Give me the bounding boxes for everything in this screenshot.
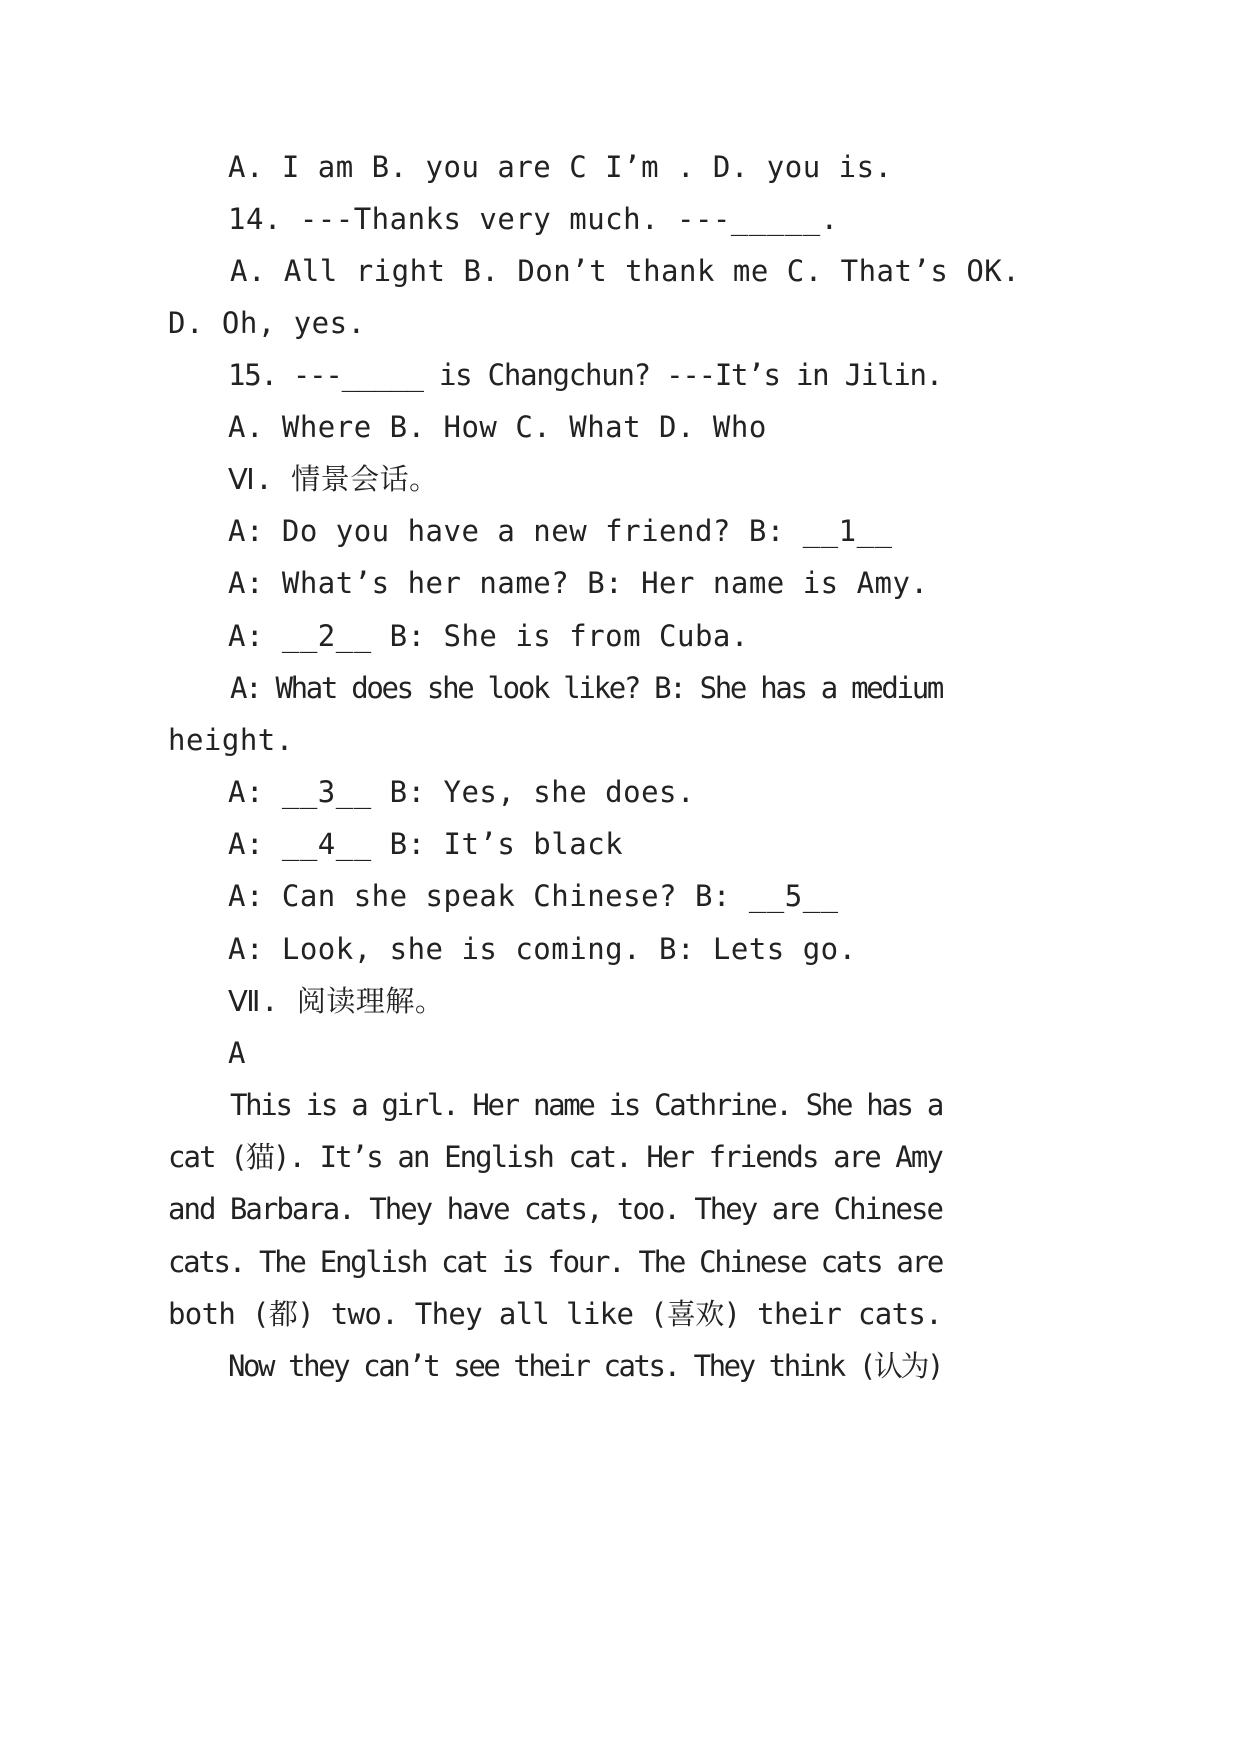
- passage-line-4: cats. The English cat is four. The Chinese cats are: [168, 1245, 942, 1279]
- passage-line-5: both (都) two. They all like (喜欢) their cats.: [168, 1297, 942, 1331]
- section-vi-heading: Ⅵ. 情景会话。: [228, 462, 439, 496]
- dialogue-line-8: A: Look, she is coming. B: Lets go.: [228, 932, 857, 966]
- dialogue-line-5: A: __3__ B: Yes, she does.: [228, 775, 695, 809]
- passage-label: A: [228, 1036, 246, 1070]
- passage-line-3: and Barbara. They have cats, too. They are Chinese: [168, 1192, 942, 1226]
- dialogue-line-4: A: What does she look like? B: She has a medium: [230, 671, 942, 705]
- passage-line-6: Now they can’t see their cats. They think (认为): [228, 1349, 942, 1383]
- q14-question: 14. ---Thanks very much. ---_____.: [228, 202, 839, 236]
- q14-options: A. All right B. Don’t thank me C. That’s OK.: [230, 254, 1021, 288]
- dialogue-line-1: A: Do you have a new friend? B: __1__: [228, 514, 893, 548]
- passage-line-2: cat (猫). It’s an English cat. Her friends are Amy: [168, 1140, 942, 1174]
- q15-options: A. Where B. How C. What D. Who: [228, 410, 767, 444]
- dialogue-line-3: A: __2__ B: She is from Cuba.: [228, 619, 749, 653]
- dialogue-line-2: A: What’s her name? B: Her name is Amy.: [228, 566, 929, 600]
- q14-options-continued: D. Oh, yes.: [168, 306, 366, 340]
- dialogue-line-4-continued: height.: [168, 723, 294, 757]
- q15-question: 15. ---_____ is Changchun? ---It’s in Jilin.: [228, 358, 942, 392]
- section-vii-heading: Ⅶ. 阅读理解。: [228, 984, 445, 1018]
- passage-line-1: This is a girl. Her name is Cathrine. She has a: [230, 1088, 942, 1122]
- dialogue-line-6: A: __4__ B: It’s black: [228, 827, 624, 861]
- dialogue-line-7: A: Can she speak Chinese? B: __5__: [228, 879, 839, 913]
- q13-options: A. I am B. you are C I’m . D. you is.: [228, 150, 893, 184]
